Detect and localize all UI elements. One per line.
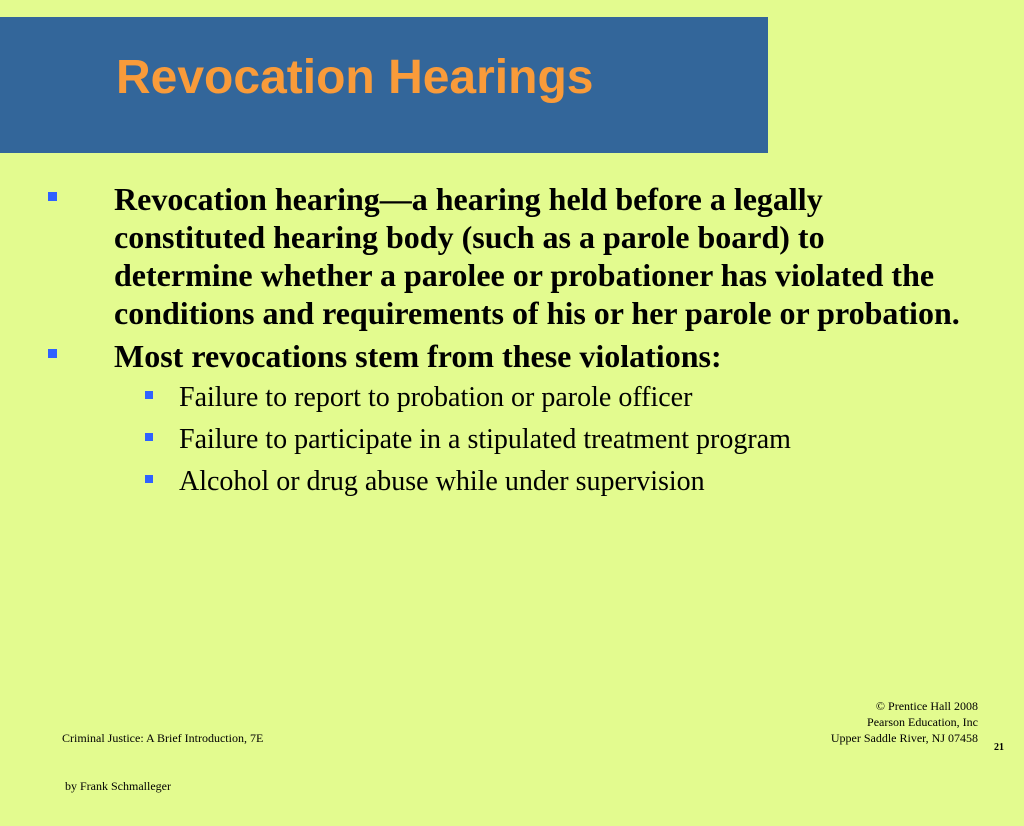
sub-bullet-item	[0, 464, 1024, 500]
slide-title: Revocation Hearings	[116, 51, 594, 104]
sub-bullet-item	[0, 380, 1024, 416]
footer-address: Upper Saddle River, NJ 07458	[830, 731, 978, 745]
bullet-item	[0, 180, 1024, 332]
footer-publisher: Pearson Education, Inc	[867, 715, 978, 729]
bullet-text: Most revocations stem from these violations:	[114, 338, 722, 374]
footer-book-title: Criminal Justice: A Brief Introduction, 7E	[62, 731, 264, 745]
footer-left	[62, 698, 263, 826]
square-bullet-icon	[48, 349, 57, 358]
sub-bullet-text: Failure to report to probation or parole officer	[179, 382, 693, 413]
sub-bullet-text: Alcohol or drug abuse while under supervision	[179, 466, 705, 497]
bullet-text: Revocation hearing—a hearing held before a legally constituted hearing body (such as a parole board) to determine whether a parolee or probationer has violated the conditions and requirements of his or her parole or probation.	[114, 181, 960, 331]
footer-copyright: © Prentice Hall 2008	[875, 699, 978, 713]
bullet-list	[0, 180, 1024, 506]
page-number: 21	[994, 742, 1004, 753]
sub-bullet-text: Failure to participate in a stipulated treatment program	[179, 424, 791, 455]
sub-bullet-item	[0, 422, 1024, 458]
square-bullet-icon	[145, 475, 153, 483]
footer-right	[831, 698, 978, 746]
bullet-item	[0, 337, 1024, 375]
square-bullet-icon	[48, 192, 57, 201]
footer-author: by Frank Schmalleger	[62, 779, 171, 793]
square-bullet-icon	[145, 433, 153, 441]
square-bullet-icon	[145, 391, 153, 399]
